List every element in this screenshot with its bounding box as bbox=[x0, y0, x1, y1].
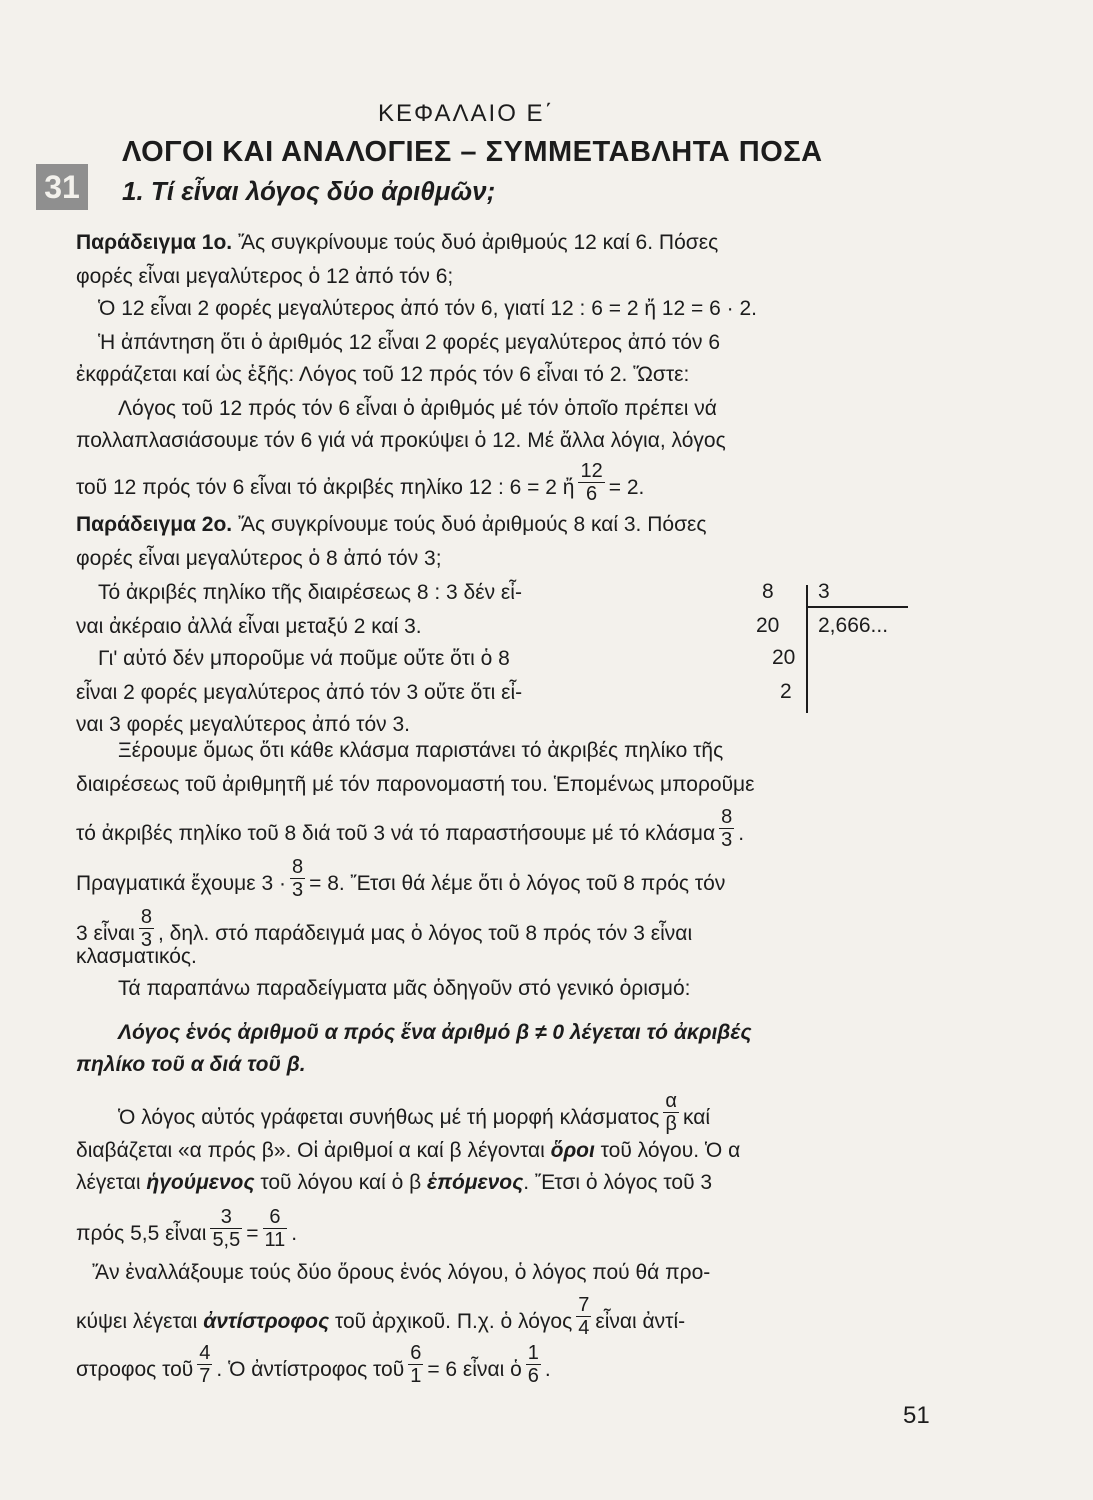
numerator: α bbox=[665, 1090, 677, 1112]
division-quotient: 2,666... bbox=[818, 614, 889, 637]
text: εἶναι ἀντί- bbox=[595, 1310, 686, 1334]
fraction bbox=[197, 1342, 212, 1387]
example-2-line-14: Τά παραπάνω παραδείγματα μᾶς ὁδηγοῦν στό γενικό ὁρισμό: bbox=[118, 977, 691, 1000]
division-horizontal-rule bbox=[806, 606, 908, 608]
text: τοῦ ἀρχικοῦ. Π.χ. ὁ λόγος bbox=[329, 1310, 573, 1334]
numerator: 6 bbox=[410, 1342, 422, 1364]
fraction bbox=[408, 1342, 423, 1387]
text: 3 εἶναι bbox=[76, 922, 135, 946]
text: . Ὁ ἀντίστροφος τοῦ bbox=[216, 1358, 405, 1382]
fraction bbox=[576, 1294, 591, 1339]
section-heading: 1. Τί εἶναι λόγος δύο ἀριθμῶν; bbox=[122, 176, 496, 206]
fraction bbox=[719, 806, 734, 851]
denominator: 4 bbox=[578, 1317, 590, 1339]
example-2-line-11 bbox=[76, 856, 726, 907]
term-consequent: ἑπόμενος bbox=[427, 1171, 524, 1194]
text: . bbox=[544, 1358, 551, 1382]
text: = 6 εἶναι ὁ bbox=[427, 1358, 522, 1382]
example-1-line-8 bbox=[76, 460, 645, 511]
text: τό ἀκριβές πηλίκο τοῦ 8 διά τοῦ 3 νά τό παραστήσουμε μέ τό κλάσμα bbox=[76, 822, 716, 846]
notation-line-1 bbox=[118, 1090, 711, 1141]
denominator: 11 bbox=[264, 1229, 286, 1251]
text: διαβάζεται «α πρός β». Οἱ ἀριθμοί α καί β λέγονται bbox=[76, 1139, 551, 1162]
text: Ἄς συγκρίνουμε τούς δυό ἀριθμούς 8 καί 3. Πόσες bbox=[232, 513, 707, 536]
example-2-label: Παράδειγμα 2ο. bbox=[76, 513, 233, 536]
text: Ὁ λόγος αὐτός γράφεται συνήθως μέ τή μορφή κλάσματος bbox=[118, 1106, 660, 1130]
definition-line-2: πηλίκο τοῦ α διά τοῦ β. bbox=[76, 1053, 306, 1076]
text: . Ἔτσι ὁ λόγος τοῦ 3 bbox=[523, 1171, 713, 1194]
fraction bbox=[663, 1090, 679, 1135]
text: στροφος τοῦ bbox=[76, 1358, 194, 1382]
chapter-heading: ΚΕΦΑΛΑΙΟ Ε΄ bbox=[378, 100, 555, 127]
inverse-line-3 bbox=[76, 1342, 551, 1393]
division-remainder-1: 20 bbox=[756, 614, 780, 637]
numerator: 7 bbox=[578, 1294, 590, 1316]
text: τοῦ 12 πρός τόν 6 εἶναι τό ἀκριβές πηλίκο 12 : 6 = 2 ἤ bbox=[76, 476, 575, 500]
example-1-line-5: ἐκφράζεται καί ὡς ἑξῆς: Λόγος τοῦ 12 πρός τόν 6 εἶναι τό 2. Ὥστε: bbox=[76, 363, 690, 386]
inverse-line-1: Ἄν ἐναλλάξουμε τούς δύο ὅρους ἑνός λόγου, ὁ λόγος πού θά προ- bbox=[92, 1261, 711, 1284]
text: τοῦ λόγου καί ὁ β bbox=[254, 1171, 428, 1194]
text: . bbox=[738, 822, 745, 846]
example-1-line-6: Λόγος τοῦ 12 πρός τόν 6 εἶναι ὁ ἀριθμός μέ τόν ὁποῖο πρέπει νά bbox=[118, 397, 717, 420]
example-1-line-7: πολλαπλασιάσουμε τόν 6 γιά νά προκύψει ὁ 12. Μέ ἄλλα λόγια, λόγος bbox=[76, 429, 726, 452]
text: = 8. Ἔτσι θά λέμε ὅτι ὁ λόγος τοῦ 8 πρός τόν bbox=[309, 872, 726, 896]
lesson-number-badge: 31 bbox=[36, 164, 88, 210]
example-2-line-1 bbox=[76, 512, 707, 538]
fraction bbox=[210, 1206, 242, 1251]
denominator: β bbox=[665, 1113, 677, 1135]
example-1-label: Παράδειγμα 1ο. bbox=[76, 231, 233, 254]
text: κύψει λέγεται bbox=[76, 1310, 204, 1334]
term-inverse: ἀντίστροφος bbox=[203, 1310, 330, 1334]
text: . bbox=[291, 1222, 298, 1246]
term-terms: ὅροι bbox=[550, 1139, 595, 1162]
numerator: 3 bbox=[210, 1206, 242, 1229]
example-1-line-3: Ὁ 12 εἶναι 2 φορές μεγαλύτερος ἀπό τόν 6, γιατί 12 : 6 = 2 ἤ 12 = 6 · 2. bbox=[98, 297, 757, 320]
text: καί bbox=[682, 1106, 711, 1130]
example-2-line-2: φορές εἶναι μεγαλύτερος ὁ 8 ἀπό τόν 3; bbox=[76, 547, 442, 570]
example-2-line-5: Γι' αὐτό δέν μποροῦμε νά ποῦμε οὔτε ὅτι ὁ 8 bbox=[98, 647, 510, 670]
example-1-line-1 bbox=[76, 230, 718, 256]
text: λέγεται bbox=[76, 1171, 147, 1194]
example-2-line-3: Τό ἀκριβές πηλίκο τῆς διαιρέσεως 8 : 3 δέν εἶ- bbox=[98, 581, 522, 604]
example-2-line-7: ναι 3 φορές μεγαλύτερος ἀπό τόν 3. bbox=[76, 713, 411, 736]
example-2-line-9: διαιρέσεως τοῦ ἀριθμητῆ μέ τόν παρονομαστή του. Ἑπομένως μποροῦμε bbox=[76, 773, 755, 796]
fraction bbox=[263, 1206, 288, 1251]
denominator: 7 bbox=[199, 1365, 211, 1387]
division-remainder-2: 20 bbox=[772, 646, 796, 669]
denominator: 1 bbox=[410, 1365, 422, 1387]
equals-sign: = bbox=[246, 1222, 259, 1246]
example-2-line-6: εἶναι 2 φορές μεγαλύτερος ἀπό τόν 3 οὔτε ὅτι εἶ- bbox=[76, 681, 523, 704]
example-2-line-4: ναι ἀκέραιο ἀλλά εἶναι μεταξύ 2 καί 3. bbox=[76, 615, 422, 638]
text: τοῦ λόγου. Ὁ α bbox=[594, 1139, 741, 1162]
numerator: 1 bbox=[527, 1342, 539, 1364]
page-title: ΛΟΓΟΙ ΚΑΙ ΑΝΑΛΟΓΙΕΣ – ΣΥΜΜΕΤΑΒΛΗΤΑ ΠΟΣΑ bbox=[122, 136, 823, 168]
fraction bbox=[526, 1342, 541, 1387]
numerator: 4 bbox=[199, 1342, 211, 1364]
notation-line-2 bbox=[76, 1138, 740, 1164]
denominator: 3 bbox=[721, 829, 733, 851]
example-1-line-4: Ἡ ἀπάντηση ὅτι ὁ ἀριθμός 12 εἶναι 2 φορές μεγαλύτερος ἀπό τόν 6 bbox=[98, 331, 721, 354]
denominator: 3 bbox=[291, 879, 304, 901]
division-remainder-3: 2 bbox=[780, 680, 792, 703]
example-1-line-2: φορές εἶναι μεγαλύτερος ὁ 12 ἀπό τόν 6; bbox=[76, 265, 454, 288]
example-2-line-8: Ξέρουμε ὅμως ὅτι κάθε κλάσμα παριστάνει τό ἀκριβές πηλίκο τῆς bbox=[118, 739, 724, 762]
fraction bbox=[578, 460, 604, 505]
denominator: 6 bbox=[527, 1365, 539, 1387]
text: πρός 5,5 εἶναι bbox=[76, 1222, 207, 1246]
division-vertical-rule bbox=[806, 585, 808, 713]
text: = 2. bbox=[608, 476, 645, 500]
denominator: 5,5 bbox=[212, 1229, 241, 1251]
numerator: 6 bbox=[263, 1206, 288, 1229]
denominator: 3 bbox=[140, 929, 152, 951]
example-2-line-10 bbox=[76, 806, 745, 857]
text: , δηλ. στό παράδειγμά μας ὁ λόγος τοῦ 8 πρός τόν 3 εἶναι bbox=[157, 922, 693, 946]
numerator: 8 bbox=[721, 806, 733, 828]
fraction bbox=[290, 856, 305, 901]
term-antecedent: ἡγούμενος bbox=[146, 1171, 255, 1194]
notation-line-4 bbox=[76, 1206, 298, 1257]
page-number: 51 bbox=[903, 1402, 930, 1429]
notation-line-3 bbox=[76, 1170, 712, 1196]
text: Ἄς συγκρίνουμε τούς δυό ἀριθμούς 12 καί 6. Πόσες bbox=[232, 231, 719, 254]
numerator: 8 bbox=[140, 906, 152, 928]
numerator: 12 bbox=[580, 460, 603, 482]
example-2-line-13: κλασματικός. bbox=[76, 945, 197, 968]
inverse-line-2 bbox=[76, 1294, 686, 1345]
definition-line-1: Λόγος ἑνός ἀριθμοῦ α πρός ἕνα ἀριθμό β ≠ 0 λέγεται τό ἀκριβές bbox=[118, 1021, 752, 1044]
division-dividend: 8 bbox=[762, 580, 774, 603]
denominator: 6 bbox=[586, 483, 598, 505]
numerator: 8 bbox=[291, 856, 304, 878]
text: Πραγματικά ἔχουμε 3 · bbox=[76, 872, 286, 896]
division-divisor: 3 bbox=[818, 580, 830, 603]
